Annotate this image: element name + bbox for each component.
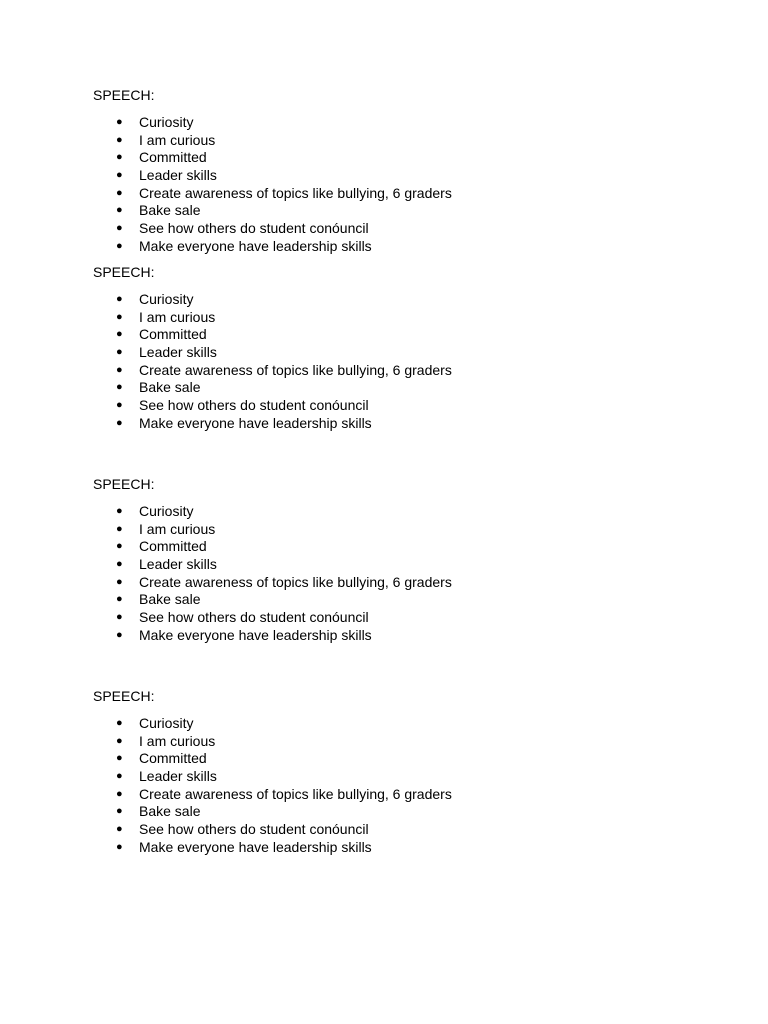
- list-item-text: Make everyone have leadership skills: [139, 414, 372, 431]
- bullet-icon: ●: [116, 558, 123, 571]
- list-item-text: Curiosity: [139, 291, 194, 307]
- section-heading: SPEECH:: [93, 264, 155, 280]
- list-item-text: Bake sale: [139, 803, 201, 820]
- bullet-icon: ●: [116, 734, 123, 747]
- speech-section: [93, 688, 693, 855]
- bullet-icon: ●: [116, 505, 123, 517]
- list-item-text: Make everyone have leadership skills: [139, 838, 372, 855]
- speech-section: [93, 87, 693, 254]
- bullet-icon: ●: [116, 204, 123, 217]
- bullet-icon: ●: [116, 328, 123, 341]
- bullet-icon: ●: [116, 381, 123, 394]
- speech-section: [93, 476, 693, 643]
- bullet-icon: ●: [116, 611, 123, 624]
- list-item-text: Leader skills: [139, 344, 217, 361]
- bullet-icon: ●: [116, 239, 123, 252]
- bullet-icon: ●: [116, 310, 123, 323]
- bullet-icon: ●: [116, 346, 123, 359]
- bullet-icon: ●: [116, 169, 123, 182]
- list-item-text: See how others do student conóuncil: [139, 609, 369, 626]
- bullet-icon: ●: [116, 540, 123, 553]
- list-item-text: I am curious: [139, 732, 216, 749]
- list-item-text: I am curious: [139, 131, 216, 148]
- list-item-text: Make everyone have leadership skills: [139, 626, 372, 643]
- bullet-icon: ●: [116, 770, 123, 783]
- list-item-text: Curiosity: [139, 503, 194, 519]
- bullet-icon: ●: [116, 787, 123, 800]
- list-item-text: Bake sale: [139, 379, 201, 396]
- list-item-text: Create awareness of topics like bullying, 6 graders: [139, 361, 452, 378]
- list-item-text: Create awareness of topics like bullying, 6 graders: [139, 573, 452, 590]
- list-item-text: Create awareness of topics like bullying, 6 graders: [139, 184, 452, 201]
- list-item-text: Curiosity: [139, 114, 194, 130]
- list-item-text: Leader skills: [139, 768, 217, 785]
- bullet-icon: ●: [116, 293, 123, 305]
- bullet-icon: ●: [116, 805, 123, 818]
- bullet-icon: ●: [116, 593, 123, 606]
- bullet-icon: ●: [116, 222, 123, 235]
- list-item-text: Leader skills: [139, 556, 217, 573]
- bullet-icon: ●: [116, 116, 123, 128]
- bullet-icon: ●: [116, 628, 123, 641]
- list-item-text: I am curious: [139, 308, 216, 325]
- list-item-text: Committed: [139, 149, 207, 166]
- list-item-text: Make everyone have leadership skills: [139, 237, 372, 254]
- bullet-icon: ●: [116, 416, 123, 429]
- bullet-icon: ●: [116, 363, 123, 376]
- bullet-icon: ●: [116, 151, 123, 164]
- list-item-text: Leader skills: [139, 167, 217, 184]
- bullet-icon: ●: [116, 840, 123, 853]
- list-item-text: Bake sale: [139, 202, 201, 219]
- section-heading: SPEECH:: [93, 87, 155, 103]
- list-item-text: Create awareness of topics like bullying, 6 graders: [139, 785, 452, 802]
- bullet-icon: ●: [116, 186, 123, 199]
- list-item-text: See how others do student conóuncil: [139, 220, 369, 237]
- list-item-text: See how others do student conóuncil: [139, 821, 369, 838]
- list-item-text: Bake sale: [139, 591, 201, 608]
- bullet-icon: ●: [116, 399, 123, 412]
- section-heading: SPEECH:: [93, 476, 155, 492]
- list-item-text: I am curious: [139, 520, 216, 537]
- bullet-icon: ●: [116, 823, 123, 836]
- list-item-text: Committed: [139, 538, 207, 555]
- list-item-text: Curiosity: [139, 715, 194, 731]
- speech-section: [93, 264, 693, 431]
- bullet-icon: ●: [116, 717, 123, 729]
- bullet-icon: ●: [116, 522, 123, 535]
- list-item-text: See how others do student conóuncil: [139, 397, 369, 414]
- bullet-icon: ●: [116, 752, 123, 765]
- list-item-text: Committed: [139, 750, 207, 767]
- bullet-icon: ●: [116, 575, 123, 588]
- bullet-icon: ●: [116, 133, 123, 146]
- section-heading: SPEECH:: [93, 688, 155, 704]
- list-item-text: Committed: [139, 326, 207, 343]
